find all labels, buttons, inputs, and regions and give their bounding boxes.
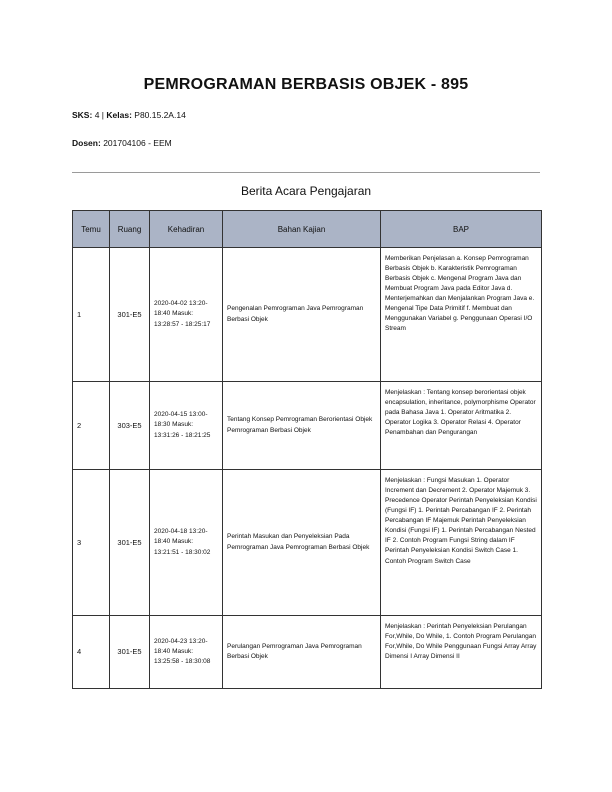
table-header-row	[73, 211, 542, 248]
kelas-value: P80.15.2A.14	[134, 110, 186, 120]
cell-bap: Menjelaskan : Tentang konsep berorientasi objek encapsulation, inheritance, polymorphisme Operator pada Bahasa Java 1. Operator Aritmatika 2. Operator Logika 3. Operator Relasi 4. Operator Penambahan dan Pengurangan	[381, 382, 542, 470]
page-title: PEMROGRAMAN BERBASIS OBJEK - 895	[143, 76, 469, 93]
column-header-kehadiran: Kehadiran	[150, 211, 223, 248]
cell-bahan-kajian: Perulangan Pemrograman Java Pemrograman Berbasi Objek	[223, 616, 381, 689]
divider	[72, 172, 540, 173]
column-header-bap: BAP	[381, 211, 542, 248]
cell-kehadiran: 2020-04-02 13:20-18:40 Masuk: 13:28:57 - 18:25:17	[150, 248, 223, 382]
table-row	[73, 616, 542, 689]
cell-ruang: 301-E5	[110, 470, 150, 616]
table-row	[73, 248, 542, 382]
lecturer-info	[72, 138, 172, 148]
cell-bahan-kajian: Perintah Masukan dan Penyeleksian Pada Pemrograman Java Pemrograman Berbasi Objek	[223, 470, 381, 616]
cell-temu: 1	[73, 248, 110, 382]
cell-temu: 3	[73, 470, 110, 616]
cell-ruang: 301-E5	[110, 616, 150, 689]
teaching-record-table	[72, 210, 542, 689]
table-row	[73, 382, 542, 470]
dosen-label: Dosen:	[72, 138, 101, 148]
cell-bahan-kajian: Tentang Konsep Pemrograman Berorientasi Objek Pemrograman Berbasi Objek	[223, 382, 381, 470]
kelas-label: Kelas:	[106, 110, 132, 120]
column-header-ruang: Ruang	[110, 211, 150, 248]
column-header-bahan-kajian: Bahan Kajian	[223, 211, 381, 248]
meta-separator: |	[101, 110, 105, 120]
cell-bap: Menjelaskan : Perintah Penyeleksian Perulangan For,While, Do While, 1. Contoh Program Perulangan For,While, Do While Penggunaan Fungsi Array Array Dimensi I Array Dimensi II	[381, 616, 542, 689]
table-row	[73, 470, 542, 616]
section-title: Berita Acara Pengajaran	[240, 184, 372, 198]
sks-value: 4	[94, 110, 100, 120]
cell-ruang: 301-E5	[110, 248, 150, 382]
cell-kehadiran: 2020-04-15 13:00-18:30 Masuk: 13:31:26 - 18:21:25	[150, 382, 223, 470]
cell-bahan-kajian: Pengenalan Pemrograman Java Pemrograman Berbasi Objek	[223, 248, 381, 382]
column-header-temu: Temu	[73, 211, 110, 248]
cell-kehadiran: 2020-04-18 13:20-18:40 Masuk: 13:21:51 - 18:30:02	[150, 470, 223, 616]
cell-bap: Memberikan Penjelasan a. Konsep Pemrograman Berbasis Objek b. Karakteristik Pemrograman Berbasis Objek c. Mengenal Program Java dan Membuat Program Java pada Editor Java d. Menterjemahkan dan Menjalankan Program Java e. Mengenal Tipe Data Primitif f. Membuat dan Menggunakan Variabel g. Penggunaan Operasi I/O Stream	[381, 248, 542, 382]
sks-label: SKS:	[72, 110, 93, 120]
cell-ruang: 303-E5	[110, 382, 150, 470]
cell-temu: 4	[73, 616, 110, 689]
course-info	[72, 110, 186, 120]
dosen-value: 201704106 - EEM	[103, 138, 172, 148]
cell-temu: 2	[73, 382, 110, 470]
cell-kehadiran: 2020-04-23 13:20-18:40 Masuk: 13:25:58 - 18:30:08	[150, 616, 223, 689]
cell-bap: Menjelaskan : Fungsi Masukan 1. Operator Increment dan Decrement 2. Operator Majemuk 3. Precedence Operator Perintah Penyeleksian Kondisi (Fungsi IF) 1. Perintah Percabangan IF 2. Perintah Percabangan IF Majemuk Perintah Penyeleksian Kondisi (Fungsi IF) 1. Perintah Percabangan Nested IF 2. Contoh Program Fungsi String dalam IF Perintah Penyeleksian Kondisi Switch Case 1. Contoh Program Switch Case	[381, 470, 542, 616]
